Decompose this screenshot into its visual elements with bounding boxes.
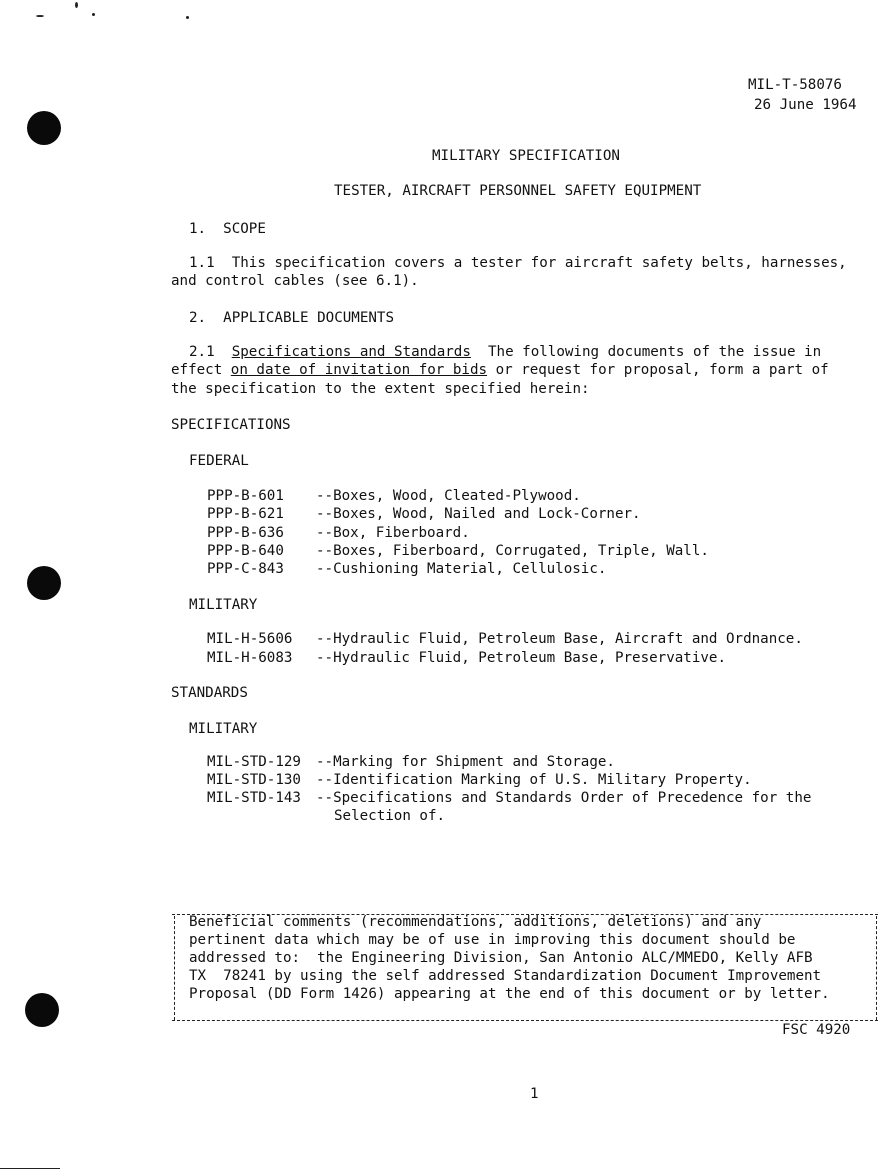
federal-heading: FEDERAL bbox=[189, 453, 249, 469]
spec-title: TESTER, AIRCRAFT PERSONNEL SAFETY EQUIPMENT bbox=[334, 183, 702, 199]
notice-box-left-border bbox=[174, 916, 175, 1020]
spec-entry-id: PPP-B-636 bbox=[207, 525, 284, 541]
standards-heading: STANDARDS bbox=[171, 685, 248, 701]
std-entry-desc: --Specifications and Standards Order of Precedence for the bbox=[316, 790, 812, 806]
spec-entry-id: PPP-B-621 bbox=[207, 506, 284, 522]
spec-entry-desc: --Cushioning Material, Cellulosic. bbox=[316, 561, 607, 577]
paragraph-text: The following documents of the issue in bbox=[487, 344, 822, 360]
notice-line: Beneficial comments (recommendations, additions, deletions) and any bbox=[189, 914, 762, 930]
fsc-code: FSC 4920 bbox=[782, 1022, 851, 1038]
paragraph-2-1-line2 bbox=[171, 361, 829, 379]
spec-entry-id: PPP-C-843 bbox=[207, 561, 284, 577]
paragraph-2-1-line3: the specification to the extent specified herein: bbox=[171, 381, 590, 397]
std-entry-desc: --Identification Marking of U.S. Military Property. bbox=[316, 772, 752, 788]
std-entry-id: MIL-STD-143 bbox=[207, 790, 301, 806]
paragraph-1-1-line2: and control cables (see 6.1). bbox=[171, 273, 419, 289]
std-entry-id: MIL-STD-129 bbox=[207, 754, 301, 770]
scan-speck bbox=[186, 16, 189, 19]
page-edge-rule bbox=[0, 1168, 60, 1169]
paragraph-text: or request for proposal, form a part of bbox=[487, 362, 829, 378]
scan-speck bbox=[75, 2, 78, 8]
std-entry-desc: --Marking for Shipment and Storage. bbox=[316, 754, 615, 770]
document-number: MIL-T-58076 bbox=[748, 77, 842, 93]
paragraph-number: 2.1 bbox=[189, 344, 215, 360]
scan-speck bbox=[92, 13, 95, 16]
notice-line: addressed to: the Engineering Division, San Antonio ALC/MMEDO, Kelly AFB bbox=[189, 950, 813, 966]
paragraph-2-1-line1 bbox=[189, 343, 821, 361]
paragraph-text: effect bbox=[171, 362, 231, 378]
binder-hole-middle bbox=[27, 566, 61, 600]
section-2-heading: 2. APPLICABLE DOCUMENTS bbox=[189, 310, 394, 326]
notice-box-right-border bbox=[876, 916, 877, 1020]
spec-entry-id: PPP-B-640 bbox=[207, 543, 284, 559]
document-date: 26 June 1964 bbox=[754, 97, 857, 113]
paragraph-1-1-line1: 1.1 This specification covers a tester for aircraft safety belts, harnesses, bbox=[189, 255, 847, 271]
spec-entry-desc: --Boxes, Fiberboard, Corrugated, Triple, Wall. bbox=[316, 543, 709, 559]
paragraph-title: Specifications and Standards bbox=[231, 344, 471, 360]
notice-line: pertinent data which may be of use in improving this document should be bbox=[189, 932, 796, 948]
binder-hole-top bbox=[27, 111, 61, 145]
std-entry-continuation: Selection of. bbox=[334, 808, 446, 824]
military-spec-heading: MILITARY bbox=[189, 597, 258, 613]
std-entry-id: MIL-STD-130 bbox=[207, 772, 301, 788]
notice-box-bottom-border bbox=[172, 1020, 878, 1021]
spec-entry-desc: --Hydraulic Fluid, Petroleum Base, Aircraft and Ordnance. bbox=[316, 631, 803, 647]
spec-entry-desc: --Boxes, Wood, Cleated-Plywood. bbox=[316, 488, 581, 504]
spec-entry-desc: --Hydraulic Fluid, Petroleum Base, Preservative. bbox=[316, 650, 726, 666]
scan-speck bbox=[36, 15, 44, 17]
notice-line: Proposal (DD Form 1426) appearing at the end of this document or by letter. bbox=[189, 986, 830, 1002]
spec-entry-desc: --Boxes, Wood, Nailed and Lock-Corner. bbox=[316, 506, 641, 522]
specifications-heading: SPECIFICATIONS bbox=[171, 417, 291, 433]
spec-entry-desc: --Box, Fiberboard. bbox=[316, 525, 470, 541]
spec-entry-id: PPP-B-601 bbox=[207, 488, 284, 504]
spec-type-title: MILITARY SPECIFICATION bbox=[432, 148, 620, 164]
spec-entry-id: MIL-H-6083 bbox=[207, 650, 293, 666]
notice-line: TX 78241 by using the self addressed Standardization Document Improvement bbox=[189, 968, 822, 984]
page-number: 1 bbox=[530, 1086, 539, 1102]
binder-hole-bottom bbox=[25, 993, 59, 1027]
section-1-heading: 1. SCOPE bbox=[189, 221, 266, 237]
military-std-heading: MILITARY bbox=[189, 721, 258, 737]
spec-entry-id: MIL-H-5606 bbox=[207, 631, 293, 647]
underlined-text: on date of invitation for bids bbox=[230, 362, 488, 378]
